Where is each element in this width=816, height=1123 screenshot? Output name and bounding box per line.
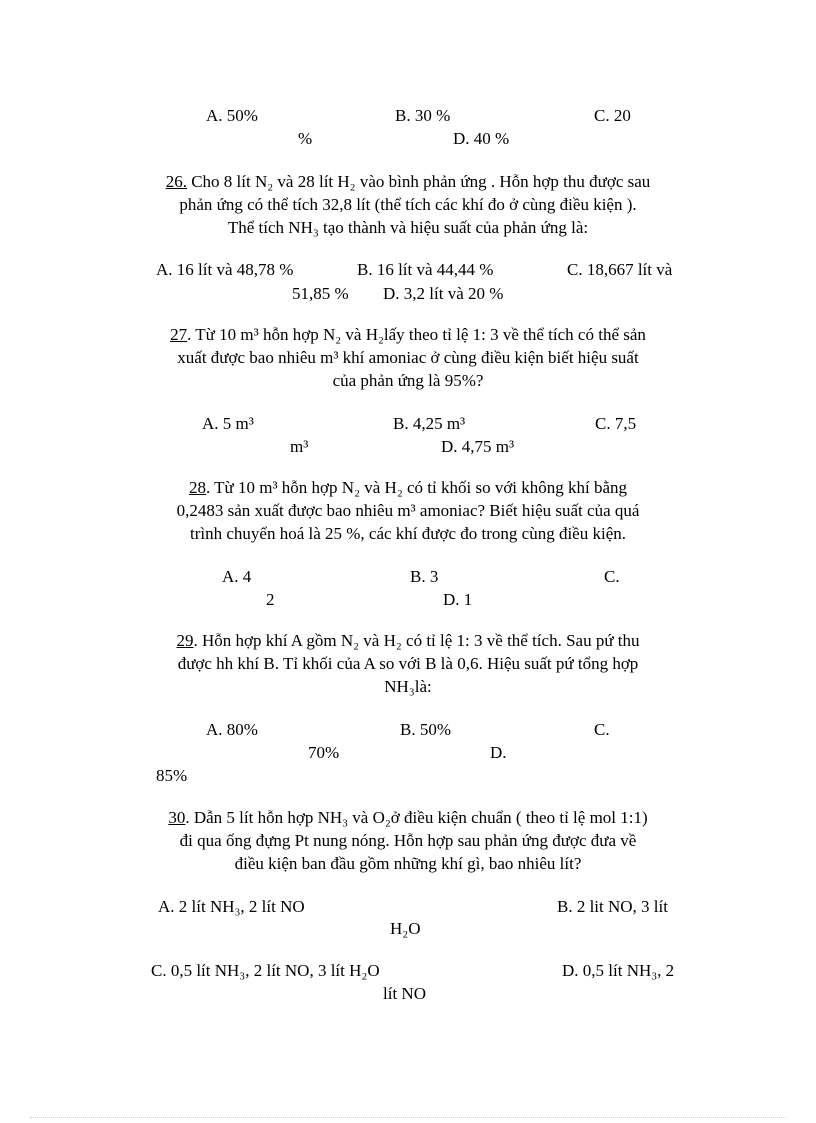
q28-option-a: A. 4 xyxy=(222,567,252,586)
q25-option-c: C. 20 xyxy=(594,106,631,125)
page-bottom-rule xyxy=(30,1117,786,1118)
q27-option-b: B. 4,25 m³ xyxy=(393,414,466,433)
q29-stem-line2: được hh khí B. Tỉ khối của A so với B là 0,6. Hiệu suất pứ tổng hợp xyxy=(177,654,639,673)
q25-option-a: A. 50% xyxy=(206,106,258,125)
q26-option-a: A. 16 lít và 48,78 % xyxy=(156,260,294,279)
q30-option-d-cont: lít NO xyxy=(383,984,426,1003)
q30-option-a: A. 2 lít NH₃, 2 lít NO xyxy=(158,897,305,916)
q29-option-d: D. xyxy=(490,743,507,762)
q30-option-b-cont: H₂O xyxy=(390,919,421,938)
q29-option-b: B. 50% xyxy=(400,720,451,739)
q29-number: 29 xyxy=(176,631,194,650)
q26-option-b: B. 16 lít và 44,44 % xyxy=(357,260,494,279)
q26-number: 26. xyxy=(165,172,187,191)
q30-stem-line3: điều kiện ban đầu gồm những khí gì, bao nhiêu lít? xyxy=(234,854,582,873)
q26-option-c: C. 18,667 lít và xyxy=(567,260,673,279)
q30-stem-line1: 30. Dẫn 5 lít hỗn hợp NH₃ và O₂ở điều kiện chuẩn ( theo tỉ lệ mol 1:1) xyxy=(168,808,648,827)
q27-option-a: A. 5 m³ xyxy=(202,414,254,433)
q28-option-c: C. xyxy=(604,567,620,586)
q29-option-a: A. 80% xyxy=(206,720,258,739)
q27-stem-line2: xuất được bao nhiêu m³ khí amoniac ở cùng điều kiện biết hiệu suất xyxy=(177,348,639,367)
q26-stem-line1: 26. Cho 8 lít N₂ và 28 lít H₂ vào bình phản ứng . Hỗn hợp thu được sau xyxy=(165,172,651,191)
q29-option-c-cont: 70% xyxy=(308,743,340,762)
q27-number: 27 xyxy=(170,325,188,344)
q28-option-c-cont: 2 xyxy=(266,590,275,609)
q29-option-c: C. xyxy=(594,720,610,739)
q25-option-c-cont: % xyxy=(298,129,313,148)
q30-stem-line2: đi qua ống đựng Pt nung nóng. Hỗn hợp sau phản ứng được đưa về xyxy=(179,831,637,850)
q30-option-d: D. 0,5 lít NH₃, 2 xyxy=(562,961,675,980)
q26-stem-line2: phản ứng có thể tích 32,8 lít (thể tích các khí đo ở cùng điều kiện ). xyxy=(179,195,637,214)
q27-option-c-cont: m³ xyxy=(290,437,309,456)
q30-number: 30 xyxy=(168,808,186,827)
q28-option-b: B. 3 xyxy=(410,567,439,586)
q26-stem-line3: Thể tích NH₃ tạo thành và hiệu suất của phản ứng là: xyxy=(227,218,589,237)
q28-number: 28 xyxy=(188,478,206,497)
q30-option-c: C. 0,5 lít NH₃, 2 lít NO, 3 lít H₂O xyxy=(151,961,380,980)
q28-stem-line1: 28. Từ 10 m³ hỗn hợp N₂ và H₂ có tỉ khối so với không khí bằng xyxy=(188,478,628,497)
q25-option-b: B. 30 % xyxy=(395,106,451,125)
q28-stem-line3: trình chuyển hoá là 25 %, các khí được đo trong cùng điều kiện. xyxy=(190,524,626,543)
q29-stem-line1: 29. Hỗn hợp khí A gồm N₂ và H₂ có tỉ lệ 1: 3 về thể tích. Sau pứ thu xyxy=(176,631,640,650)
q29-stem-line3: NH₃là: xyxy=(384,677,432,696)
q25-option-d: D. 40 % xyxy=(453,129,510,148)
q27-stem-line1: 27. Từ 10 m³ hỗn hợp N₂ và H₂lấy theo tỉ lệ 1: 3 về thể tích có thể sản xyxy=(170,325,646,344)
q27-option-c: C. 7,5 xyxy=(595,414,637,433)
q26-option-c-cont: 51,85 % xyxy=(292,284,349,303)
q27-stem-line3: của phản ứng là 95%? xyxy=(332,371,484,390)
q28-stem-line2: 0,2483 sản xuất được bao nhiêu m³ amoniac? Biết hiệu suất của quá xyxy=(176,501,640,520)
q28-option-d: D. 1 xyxy=(443,590,473,609)
q29-option-d-cont: 85% xyxy=(156,766,188,785)
q26-option-d: D. 3,2 lít và 20 % xyxy=(383,284,504,303)
q27-option-d: D. 4,75 m³ xyxy=(441,437,515,456)
q30-option-b: B. 2 lit NO, 3 lít xyxy=(557,897,668,916)
